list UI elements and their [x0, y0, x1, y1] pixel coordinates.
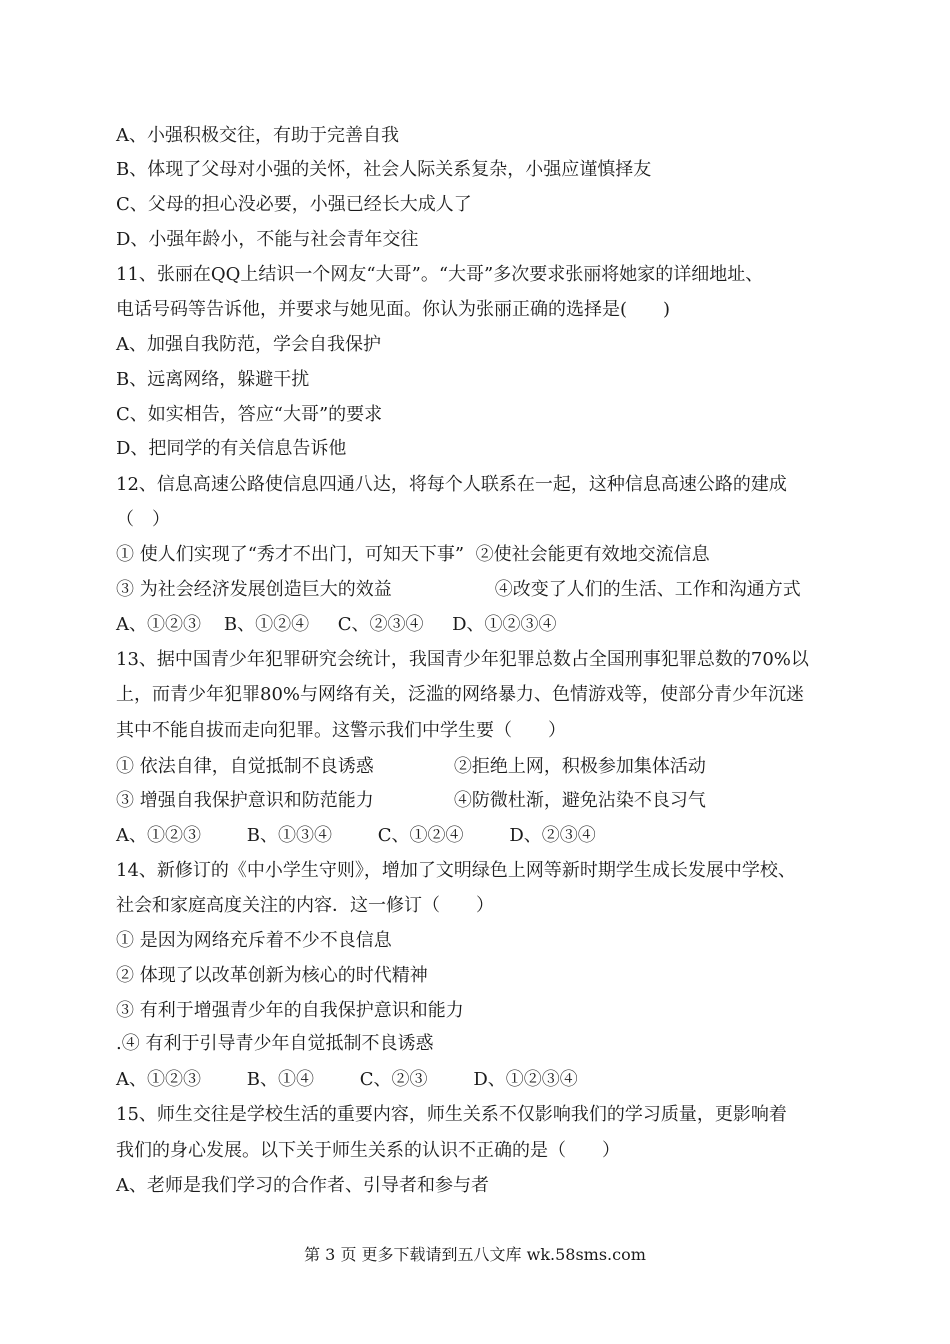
text-line: 其中不能自拔而走向犯罪。这警示我们中学生要（ ） [116, 720, 566, 741]
page-footer: 第 3 页 更多下载请到五八文库 wk.58sms.com [304, 1245, 646, 1264]
text-line: A、加强自我防范，学会自我保护 [116, 334, 381, 355]
text-line: ③ 增强自我保护意识和防范能力 ④防微杜渐，避免沾染不良习气 [116, 790, 706, 811]
text-line: ① 依法自律，自觉抵制不良诱惑 ②拒绝上网，积极参加集体活动 [116, 756, 706, 777]
text-line: （ ） [116, 509, 170, 530]
text-line: C、如实相告，答应“大哥”的要求 [116, 404, 383, 425]
text-line: 上，而青少年犯罪80%与网络有关，泛滥的网络暴力、色情游戏等，使部分青少年沉迷 [116, 684, 805, 705]
text-line: ③ 有利于增强青少年的自我保护意识和能力 [116, 1000, 464, 1021]
text-line: A、①②③ B、①②④ C、②③④ D、①②③④ [116, 614, 557, 635]
text-line: 14、新修订的《中小学生守则》，增加了文明绿色上网等新时期学生成长发展中学校、 [116, 860, 796, 881]
text-line: D、小强年龄小，不能与社会青年交往 [116, 229, 419, 250]
text-line: ① 是因为网络充斥着不少不良信息 [116, 930, 392, 951]
text-line: A、①②③ B、①③④ C、①②④ D、②③④ [116, 825, 596, 846]
text-line: 13、据中国青少年犯罪研究会统计，我国青少年犯罪总数占全国刑事犯罪总数的70%以 [116, 649, 809, 670]
text-line: .④ 有利于引导青少年自觉抵制不良诱惑 [116, 1033, 434, 1054]
text-line: 我们的身心发展。以下关于师生关系的认识不正确的是（ ） [116, 1140, 620, 1161]
text-line: A、小强积极交往，有助于完善自我 [116, 125, 399, 146]
text-line: ① 使人们实现了“秀才不出门，可知天下事” ②使社会能更有效地交流信息 [116, 544, 710, 565]
text-line: 电话号码等告诉他，并要求与她见面。你认为张丽正确的选择是( ) [116, 299, 671, 320]
text-line: A、①②③ B、①④ C、②③ D、①②③④ [116, 1069, 578, 1090]
text-line: 12、信息高速公路使信息四通八达，将每个人联系在一起，这种信息高速公路的建成 [116, 474, 787, 495]
text-line: ③ 为社会经济发展创造巨大的效益 ④改变了人们的生活、工作和沟通方式 [116, 579, 801, 600]
text-line: B、体现了父母对小强的关怀，社会人际关系复杂，小强应谨慎择友 [116, 159, 652, 180]
text-line: C、父母的担心没必要，小强已经长大成人了 [116, 194, 472, 215]
text-line: 15、师生交往是学校生活的重要内容，师生关系不仅影响我们的学习质量，更影响着 [116, 1104, 787, 1125]
text-line: B、远离网络，躲避干扰 [116, 369, 310, 390]
text-line: ② 体现了以改革创新为核心的时代精神 [116, 965, 428, 986]
text-line: 社会和家庭高度关注的内容．这一修订（ ） [116, 895, 494, 916]
text-line: A、老师是我们学习的合作者、引导者和参与者 [116, 1175, 489, 1196]
text-line: D、把同学的有关信息告诉他 [116, 438, 347, 459]
text-line: 11、张丽在QQ上结识一个网友“大哥”。“大哥”多次要求张丽将她家的详细地址、 [116, 264, 764, 285]
